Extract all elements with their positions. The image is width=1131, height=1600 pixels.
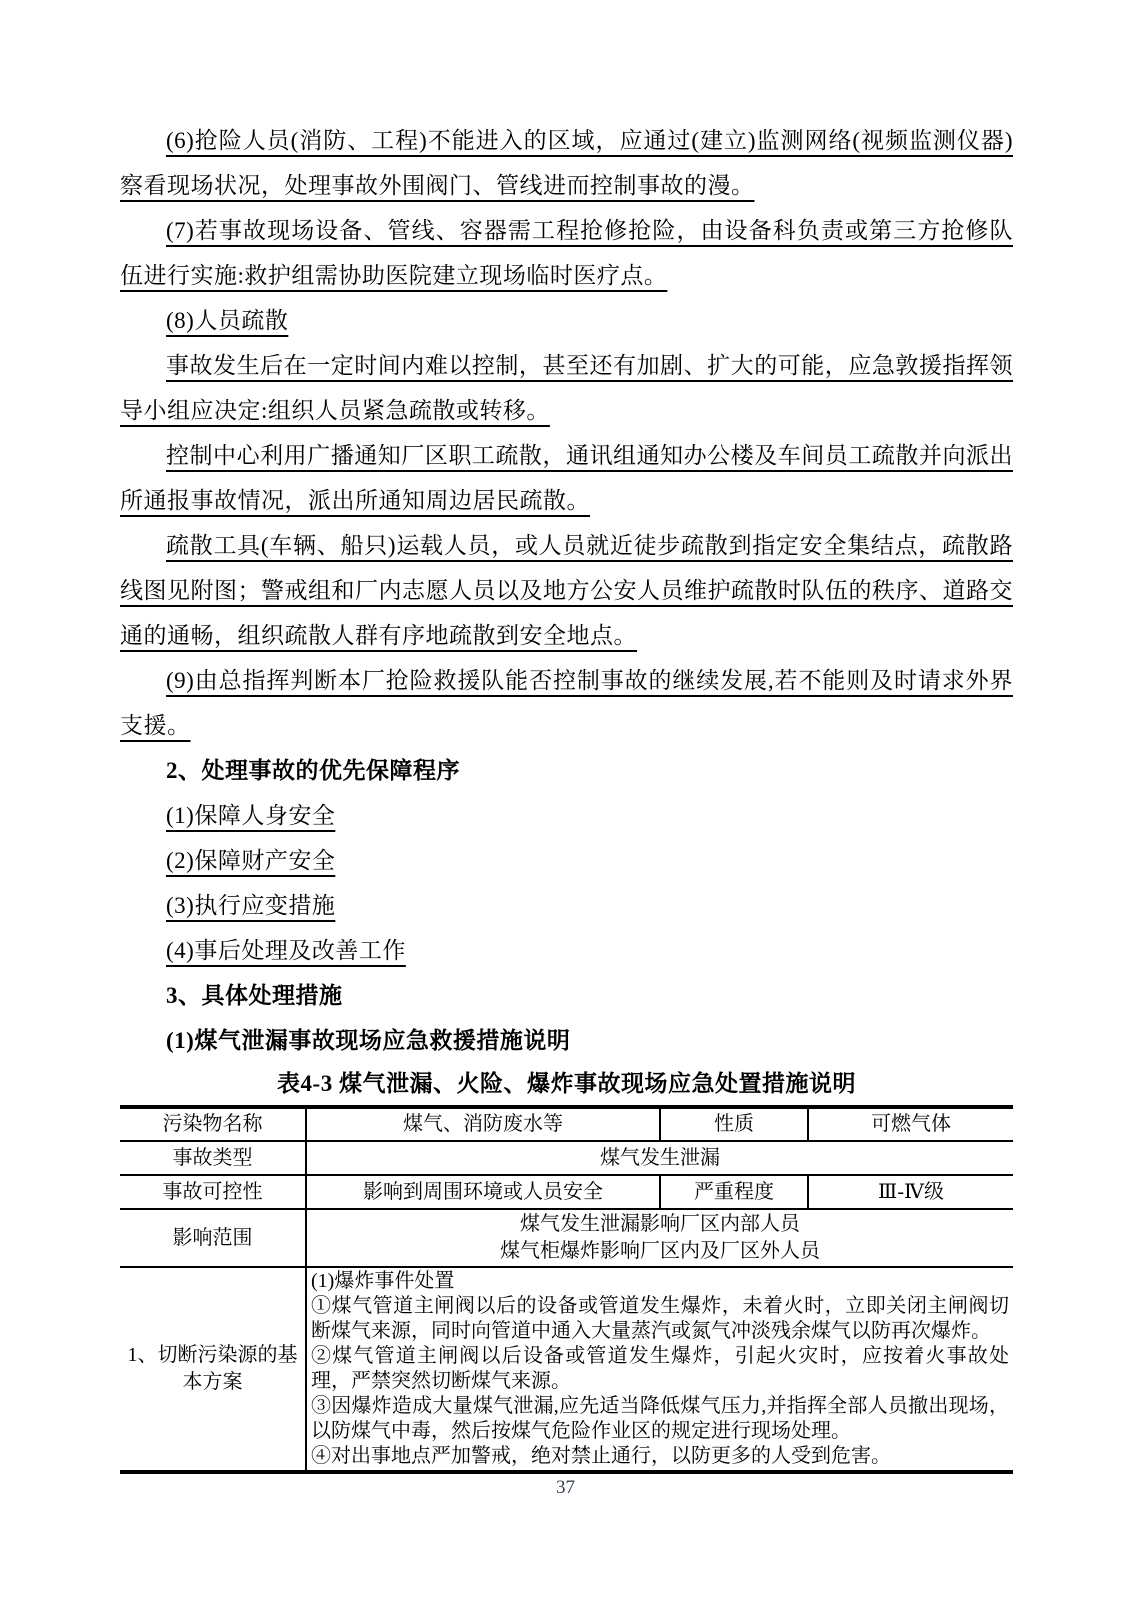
- paragraph-8-heading: (8)人员疏散: [166, 308, 289, 333]
- cell-cutoff-plan-body: [306, 1267, 1013, 1472]
- plan-line-2: ②煤气管道主闸阀以后设备或管道发生爆炸，引起火灾时，应按着火事故处理，严禁突然切断煤气来源。: [311, 1345, 1009, 1392]
- paragraph-control-center: 控制中心利用广播通知厂区职工疏散，通讯组通知办公楼及车间员工疏散并向派出所通报事故情况，派出所通知周边居民疏散。: [120, 443, 1013, 513]
- plan-line-title: (1)爆炸事件处置: [311, 1270, 455, 1292]
- cell-cutoff-plan-label: 1、切断污染源的基本方案: [120, 1267, 306, 1472]
- list-item-1: (1)保障人身安全: [166, 803, 336, 828]
- cell-severity-value: Ⅲ-Ⅳ级: [808, 1175, 1013, 1209]
- table-row: [120, 1141, 1013, 1175]
- table-row: [120, 1209, 1013, 1267]
- impact-range-line-1: 煤气发生泄漏影响厂区内部人员: [520, 1213, 800, 1235]
- emergency-measures-table: [120, 1105, 1013, 1474]
- list-item-3: (3)执行应变措施: [166, 893, 336, 918]
- cell-severity-label: 严重程度: [660, 1175, 808, 1209]
- plan-line-1: ①煤气管道主闸阀以后的设备或管道发生爆炸，未着火时，立即关闭主闸阀切断煤气来源，同时向管道中通入大量蒸汽或氮气冲淡残余煤气以防再次爆炸。: [311, 1295, 1009, 1342]
- heading-gas-leak-description: (1)煤气泄漏事故现场应急救援措施说明: [166, 1028, 571, 1053]
- heading-specific-measures: 3、具体处理措施: [166, 983, 343, 1008]
- table-caption: 表4-3 煤气泄漏、火险、爆炸事故现场应急处置措施说明: [277, 1071, 856, 1096]
- paragraph-6: (6)抢险人员(消防、工程)不能进入的区域，应通过(建立)监测网络(视频监测仪器)察看现场状况，处理事故外围阀门、管线进而控制事故的漫。: [120, 128, 1013, 198]
- plan-line-3: ③因爆炸造成大量煤气泄漏,应先适当降低煤气压力,并指挥全部人员撤出现场，以防煤气中毒，然后按煤气危险作业区的规定进行现场处理。: [311, 1395, 1009, 1442]
- cell-pollutant-value: 煤气、消防废水等: [306, 1107, 660, 1141]
- cell-accident-type-label: 事故类型: [120, 1141, 306, 1175]
- paragraph-9: (9)由总指挥判断本厂抢险救援队能否控制事故的继续发展,若不能则及时请求外界支援。: [120, 668, 1013, 738]
- paragraph-evacuation-tools: 疏散工具(车辆、船只)运载人员，或人员就近徒步疏散到指定安全集结点，疏散路线图见附图；警戒组和厂内志愿人员以及地方公安人员维护疏散时队伍的秩序、道路交通的通畅，组织疏散人群有序地疏散到安全地点。: [120, 533, 1013, 648]
- table-row: [120, 1175, 1013, 1209]
- paragraph-evacuation-decision: 事故发生后在一定时间内难以控制，甚至还有加剧、扩大的可能，应急敦援指挥领导小组应决定:组织人员紧急疏散或转移。: [120, 353, 1013, 423]
- impact-range-line-2: 煤气柜爆炸影响厂区内及厂区外人员: [500, 1240, 820, 1262]
- page-number: 37: [556, 1477, 575, 1498]
- cell-controllability-value: 影响到周围环境或人员安全: [306, 1175, 660, 1209]
- cell-impact-range-label: 影响范围: [120, 1209, 306, 1267]
- cell-impact-range-value: [306, 1209, 1013, 1267]
- document-content: [120, 118, 1013, 1474]
- cell-accident-type-value: 煤气发生泄漏: [306, 1141, 1013, 1175]
- paragraph-7: (7)若事故现场设备、管线、容器需工程抢修抢险，由设备科负责或第三方抢修队伍进行实施:救护组需协助医院建立现场临时医疗点。: [120, 218, 1013, 288]
- cell-nature-label: 性质: [660, 1107, 808, 1141]
- list-item-2: (2)保障财产安全: [166, 848, 336, 873]
- plan-line-4: ④对出事地点严加警戒，绝对禁止通行，以防更多的人受到危害。: [311, 1445, 891, 1467]
- list-item-4: (4)事后处理及改善工作: [166, 938, 406, 963]
- table-row: [120, 1267, 1013, 1472]
- cell-nature-value: 可燃气体: [808, 1107, 1013, 1141]
- heading-priority-procedures: 2、处理事故的优先保障程序: [166, 758, 460, 783]
- cell-pollutant-label: 污染物名称: [120, 1107, 306, 1141]
- cell-controllability-label: 事故可控性: [120, 1175, 306, 1209]
- table-row: [120, 1107, 1013, 1141]
